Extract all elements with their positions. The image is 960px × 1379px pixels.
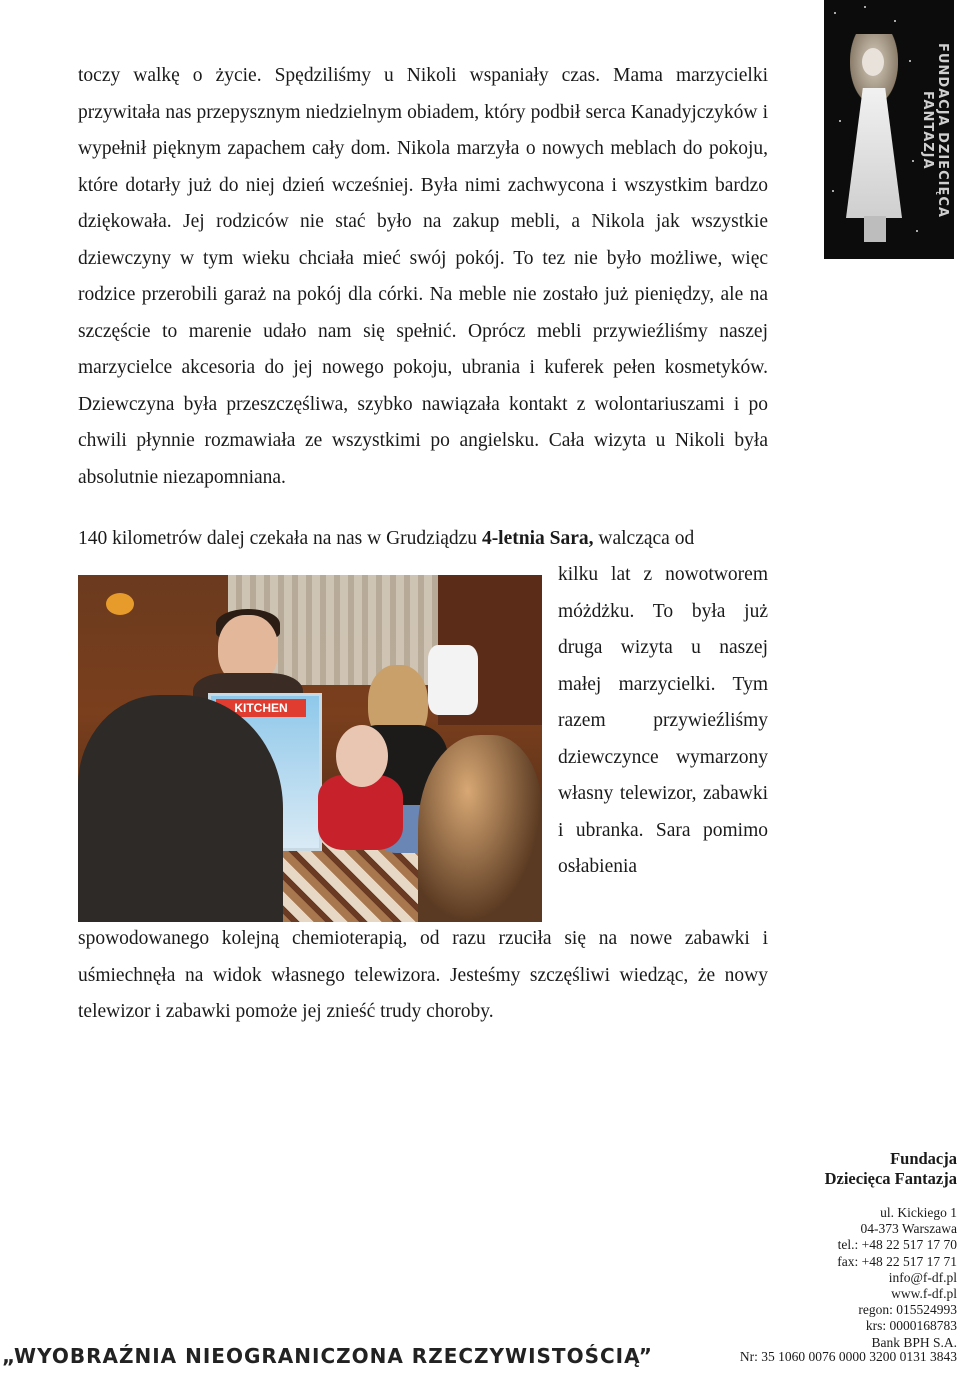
footer-bank: Bank BPH S.A.: [871, 1334, 957, 1350]
footer-fax: fax: +48 22 517 17 71: [837, 1253, 957, 1269]
footer-address: ul. Kickiego 1: [880, 1205, 957, 1220]
footer-org-line1: Fundacja: [890, 1149, 957, 1168]
paragraph-sara-rest: spowodowanego kolejną chemioterapią, od razu rzuciła się na nowe zabawki i uśmiechnęła na widok własnego telewizora. Jesteśmy szczęśliwi wiedząc, że nowy telewizor i zabawki pomoże jej znieść trudy choroby.: [78, 928, 768, 1022]
photo-sara-with-volunteers: [78, 575, 542, 922]
paragraph-sara-first-line: [78, 521, 768, 558]
paragraph-sara-bold: 4-letnia Sara,: [481, 528, 594, 549]
logo-vertical-text: FUNDACJA DZIECIĘCA FANTAZJA: [920, 42, 950, 218]
foundation-logo: [824, 0, 954, 259]
footer-city: 04-373 Warszawa: [860, 1221, 957, 1237]
footer-krs: krs: 0000168783: [865, 1318, 957, 1334]
footer-slogan: „WYOBRAŹNIA NIEOGRANICZONA RZECZYWISTOŚCIĄ”: [2, 1344, 653, 1368]
photo-bag: [428, 645, 478, 715]
paragraph-sara-intro: 140 kilometrów dalej czekała na nas w Grudziądzu: [78, 528, 482, 549]
footer-org-line2: Dziecięca Fantazja: [824, 1169, 957, 1188]
footer-email[interactable]: info@f-df.pl: [888, 1269, 957, 1285]
footer-bank-account: Nr: 35 1060 0076 0000 3200 0131 3843: [739, 1349, 957, 1364]
photo-child-head: [336, 725, 388, 787]
photo-box-label: KITCHEN: [216, 699, 306, 717]
photo-orange-ball: [106, 593, 134, 615]
logo-girl-legs: [864, 216, 886, 242]
footer-regon: regon: 015524993: [858, 1302, 957, 1318]
logo-girl-dress: [846, 88, 902, 218]
paragraph-nikola: toczy walkę o życie. Spędziliśmy u Nikoli wspaniały czas. Mama marzycielki przywitała nas przepysznym niedzielnym obiadem, który podbił serca Kanadyjczyków i wypełnił pięknym zapachem cały dom. Nikola marzyła o nowych meblach do pokoju, które dotarły już do niej dzień wcześniej. Była nimi zachwycona i wszystkim bardzo dziękowała. Jej rodziców nie stać było na zakup mebli, a Nikola jak wszystkie dziewczyny w tym wieku chciała mieć swój pokój. To tez nie było możliwe, więc rodzice przerobili garaż na pokój dla córki. Na meble nie zostało już pieniędzy, ale na szczęście to marenie udało nam się spełnić. Oprócz mebli przywieźliśmy naszej marzycielce akcesoria do jej nowego pokoju, ubrania i kuferek pełen kosmetyków. Dziewczyna była przeszczęśliwa, szybko nawiązała kontakt z wolontariuszami i po chwili płynnie rozmawiała ze wszystkimi po angielsku. Cała wizyta u Nikoli była absolutnie niezapomniana.: [78, 65, 768, 488]
footer-website[interactable]: www.f-df.pl: [891, 1286, 957, 1302]
photo-person-left-foreground: [78, 695, 283, 922]
footer-contact: [697, 1205, 957, 1351]
paragraph-sara-after-bold: walcząca od: [593, 528, 695, 549]
footer-phone: tel.: +48 22 517 17 70: [837, 1237, 957, 1253]
footer-org-name: [757, 1149, 957, 1189]
photo-person-right: [418, 735, 542, 922]
paragraph-sara-side: kilku lat z nowotworem móżdżku. To była już druga wizyta u naszej małej marzycielki. Tym razem przywieźliśmy dziewczynce wymarzony własny telewizor, zabawki i ubranka. Sara pomimo osłabienia: [558, 564, 768, 877]
logo-girl-face: [862, 48, 884, 76]
